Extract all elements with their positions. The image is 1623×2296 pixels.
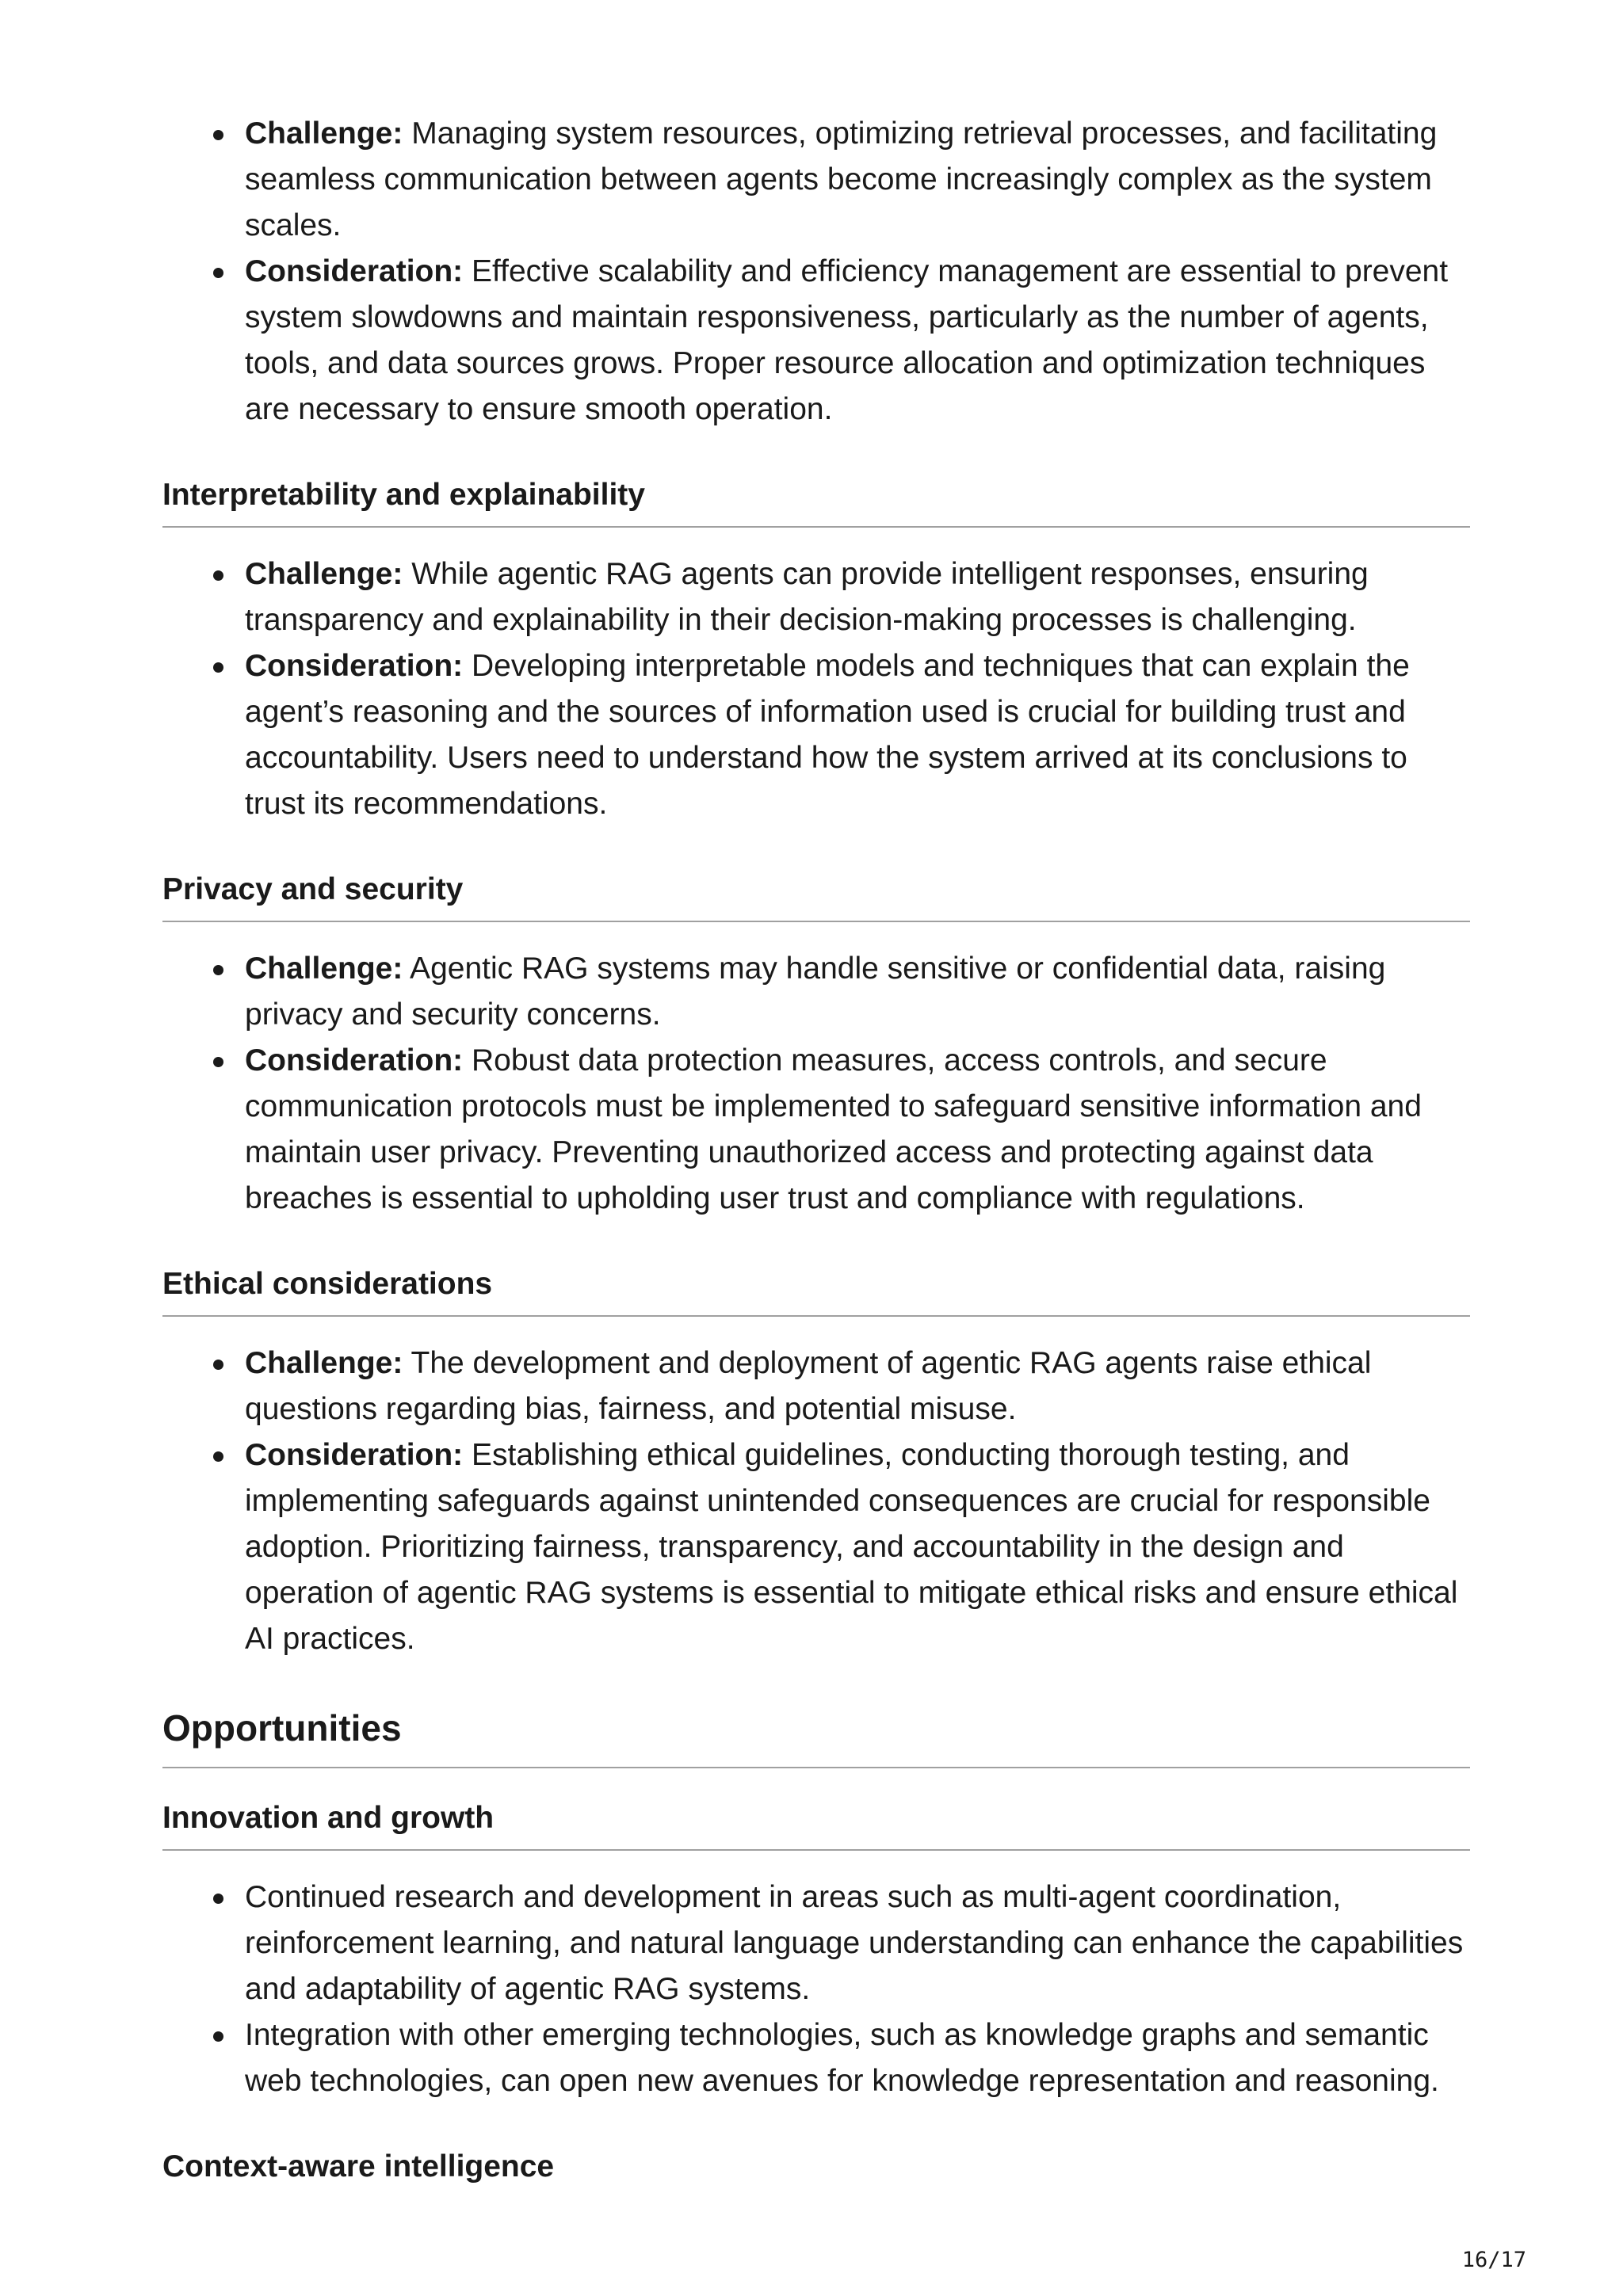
heading-context-aware: Context-aware intelligence [162,2149,555,2183]
item-term: Challenge: [245,952,403,986]
list-item [245,1038,1470,1222]
list-item [245,946,1470,1038]
list-item [245,643,1470,827]
item-text: Agentic RAG systems may handle sensitive or confidential data, raising privacy and security concerns. [245,952,1386,1032]
list-item: Integration with other emerging technologies, such as knowledge graphs and semantic web technologies, can open new avenues for knowledge representation and reasoning. [245,2012,1470,2104]
item-term: Consideration: [245,1438,464,1472]
list-item: Continued research and development in areas such as multi-agent coordination, reinforcement learning, and natural language understanding can enhance the capabilities and adaptability of agentic RAG systems. [245,1875,1470,2012]
list-item [245,551,1470,643]
item-text: Effective scalability and efficiency management are essential to prevent system slowdowns and maintain responsiveness, particularly as the number of agents, tools, and data sources grows. Proper resource allocation and optimization techniques are necessary to ensure smooth operation. [245,254,1449,426]
heading-innovation: Innovation and growth [162,1800,1470,1851]
list-item [245,1341,1470,1432]
list-item [245,249,1470,433]
item-text: Establishing ethical guidelines, conducting thorough testing, and implementing safeguards against unintended consequences are crucial for responsible adoption. Prioritizing fairness, transparency, and accountability in the design and operation of agentic RAG systems is essential to mitigate ethical risks and ensure ethical AI practices. [245,1438,1458,1656]
item-term: Challenge: [245,1346,403,1380]
item-text: Managing system resources, optimizing retrieval processes, and facilitating seamless communication between agents become increasingly complex as the system scales. [245,116,1438,242]
heading-opportunities: Opportunities [162,1707,1470,1768]
item-text: Developing interpretable models and techniques that can explain the agent’s reasoning and the sources of information used is crucial for building trust and accountability. Users need to understand how the system arrived at its conclusions to trust its recommendations. [245,649,1410,821]
page-number: 16/17 [1461,2248,1526,2272]
ethical-list [162,1341,1470,1662]
item-text: While agentic RAG agents can provide intelligent responses, ensuring transparency and explainability in their decision-making processes is challenging. [245,557,1369,637]
item-term: Consideration: [245,254,464,288]
item-term: Challenge: [245,116,403,151]
item-text: Robust data protection measures, access controls, and secure communication protocols must be implemented to safeguard sensitive information and maintain user privacy. Preventing unauthorized access and protecting against data breaches is essential to upholding user trust and compliance with regulations. [245,1043,1422,1215]
list-item [245,1432,1470,1662]
item-term: Consideration: [245,1043,464,1077]
heading-privacy: Privacy and security [162,871,1470,922]
item-term: Challenge: [245,557,403,591]
interpretability-list [162,551,1470,827]
item-term: Consideration: [245,649,464,683]
privacy-list [162,946,1470,1222]
heading-interpretability: Interpretability and explainability [162,477,1470,528]
page-content [162,111,1470,2198]
list-item [245,111,1470,249]
innovation-list [162,1875,1470,2104]
scalability-list [162,111,1470,433]
heading-ethical: Ethical considerations [162,1266,1470,1317]
item-text: The development and deployment of agentic RAG agents raise ethical questions regarding bias, fairness, and potential misuse. [245,1346,1372,1426]
